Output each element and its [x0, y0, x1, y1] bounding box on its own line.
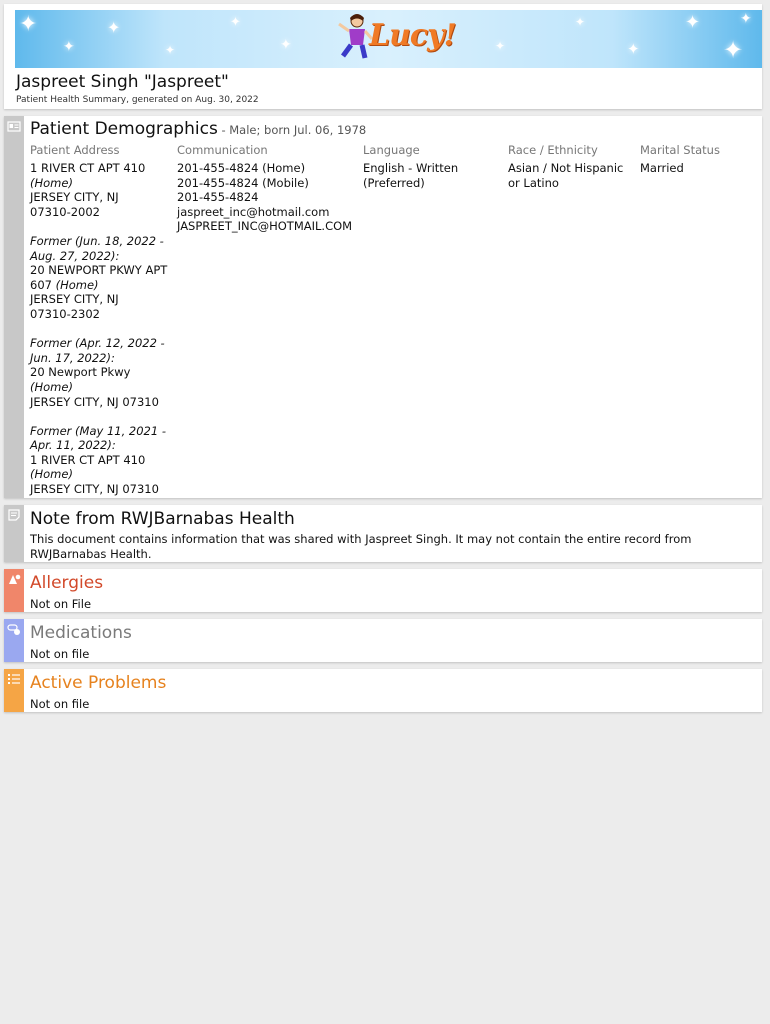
address-former: [30, 424, 175, 497]
address-former-dates: Former (Jun. 18, 2022 - Aug. 27, 2022):: [30, 233, 164, 263]
sparkle-icon: ✦: [627, 40, 640, 58]
lucy-logo: [333, 12, 456, 66]
demographics-section: [4, 116, 762, 498]
address-list: [30, 161, 175, 497]
allergies-value: Not on File: [30, 597, 92, 611]
lucy-banner: [15, 10, 762, 68]
address-city: JERSEY CITY, NJ 07310: [30, 394, 159, 409]
id-card-icon: [7, 119, 21, 133]
patient-name: Jaspreet Singh "Jaspreet": [16, 72, 229, 92]
column-header-language: Language: [363, 143, 420, 157]
sparkle-icon: ✦: [19, 12, 38, 37]
communication-list: [177, 161, 362, 234]
address-former-dates: Former (Apr. 12, 2022 - Jun. 17, 2022):: [30, 336, 165, 365]
medications-section: [4, 619, 762, 662]
lucy-figure-icon: [333, 12, 373, 66]
column-header-race-ethnicity: Race / Ethnicity: [508, 143, 598, 157]
demographics-sidebar: [4, 116, 24, 498]
sex-and-birthdate: - Male; born Jul. 06, 1978: [217, 123, 367, 137]
address-type: (Home): [30, 467, 73, 482]
phone: 201-455-4824: [177, 190, 259, 205]
address-type: (Home): [30, 379, 73, 394]
section-title: Patient Demographics: [30, 119, 218, 139]
address-line: 1 RIVER CT APT 410: [30, 452, 146, 467]
medications-sidebar: [4, 619, 24, 662]
address-city: JERSEY CITY, NJ: [30, 292, 119, 307]
sparkle-icon: ✦: [575, 15, 586, 29]
address-zip: 07310-2302: [30, 306, 100, 321]
sparkle-icon: ✦: [740, 11, 752, 27]
allergy-icon: [7, 572, 21, 586]
home-phone: 201-455-4824 (Home): [177, 161, 306, 175]
address-former-dates: Former (May 11, 2021 - Apr. 11, 2022):: [30, 423, 166, 453]
sparkle-icon: ✦: [723, 36, 744, 64]
note-sidebar: [4, 505, 24, 562]
column-header-marital-status: Marital Status: [640, 143, 720, 157]
note-title: Note from RWJBarnabas Health: [30, 509, 295, 529]
demographics-title: [30, 119, 366, 139]
email: JASPREET_INC@HOTMAIL.COM: [177, 219, 353, 234]
sparkle-icon: ✦: [230, 15, 241, 30]
allergies-section: [4, 569, 762, 612]
address-zip: 07310-2002: [30, 204, 100, 219]
address-line: 20 Newport Pkwy: [30, 365, 131, 380]
column-header-address: Patient Address: [30, 143, 120, 157]
sparkle-icon: ✦: [495, 39, 506, 53]
sparkle-icon: ✦: [165, 43, 176, 57]
problems-sidebar: [4, 669, 24, 712]
medications-value: Not on file: [30, 647, 90, 661]
language-value: English - Written (Preferred): [363, 161, 459, 190]
address-type: (Home): [55, 277, 99, 292]
problems-value: Not on file: [30, 697, 90, 711]
address-city: JERSEY CITY, NJ 07310: [30, 482, 159, 497]
note-body: This document contains information that was shared with Jaspreet Singh. It may not contain the entire record from RWJBarnabas Health.: [30, 532, 692, 561]
list-icon: [7, 672, 21, 686]
address-line: 1 RIVER CT APT 410: [30, 161, 146, 175]
problems-section: [4, 669, 762, 712]
marital-status-value: Married: [640, 161, 684, 175]
email: jaspreet_inc@hotmail.com: [177, 204, 330, 219]
column-header-communication: Communication: [177, 143, 268, 157]
sparkle-icon: ✦: [107, 18, 121, 37]
sparkle-icon: ✦: [685, 12, 701, 33]
sparkle-icon: ✦: [63, 39, 75, 55]
address-line: 20 NEWPORT PKWY APT 607: [30, 263, 168, 292]
problems-title: Active Problems: [30, 673, 167, 693]
mobile-phone: 201-455-4824 (Mobile): [177, 175, 309, 190]
address-type: (Home): [30, 175, 73, 190]
allergies-title: Allergies: [30, 573, 104, 593]
note-section: [4, 505, 762, 562]
allergies-sidebar: [4, 569, 24, 612]
note-icon: [7, 508, 21, 522]
logo-text: Lucy!: [369, 18, 456, 53]
address-city: JERSEY CITY, NJ: [30, 190, 119, 205]
sparkle-icon: ✦: [280, 37, 292, 53]
medications-title: Medications: [30, 623, 132, 643]
summary-header: [4, 4, 762, 109]
summary-generated-date: Patient Health Summary, generated on Aug. 30, 2022: [16, 95, 259, 105]
address-former: [30, 336, 175, 409]
address-former: [30, 234, 175, 322]
race-ethnicity-value: Asian / Not Hispanic or Latino: [508, 161, 624, 190]
pill-icon: [7, 622, 21, 636]
address-current: [30, 161, 175, 219]
